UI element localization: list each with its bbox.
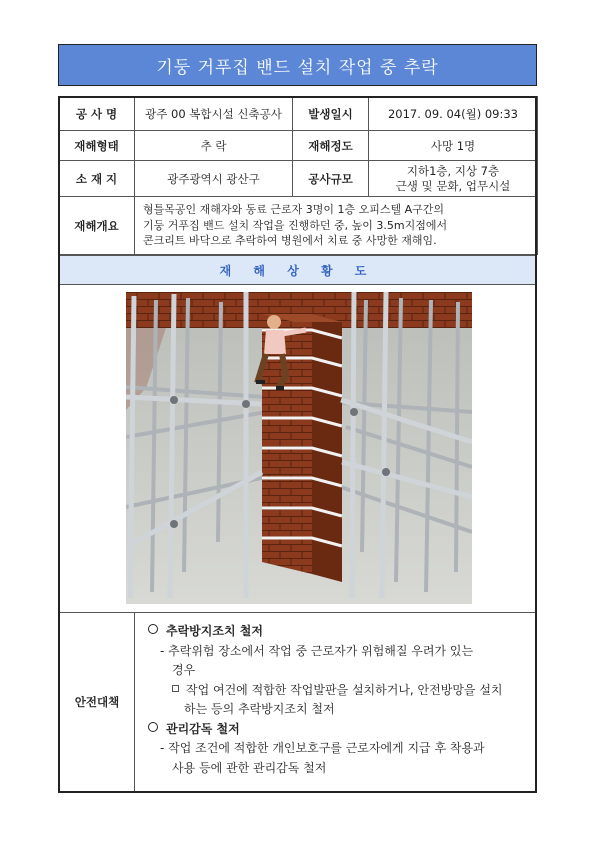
scale-label: 공사규모: [293, 161, 369, 197]
safety-item-2-line-b: 사용 등에 관한 관리감독 철저: [172, 760, 327, 775]
scale-line-1: 지하1층, 지상 7층: [406, 163, 500, 178]
safety-item-1-line-a: - 추락위험 장소에서 작업 중 근로자가 위험해질 우려가 있는: [160, 643, 474, 658]
safety-heading-1-text: 추락방지조치 철저: [166, 624, 263, 638]
date-label: 발생일시: [293, 97, 369, 131]
summary-line-3: 콘크리트 바닥으로 추락하여 병원에서 치료 중 사망한 재해임.: [143, 234, 437, 248]
safety-item-1-line-b: 경우: [172, 663, 196, 677]
scale-line-2: 근생 및 문화, 업무시설: [395, 178, 511, 193]
summary-line-2: 기둥 거푸집 밴드 설치 작업을 진행하던 중, 높이 3.5m지점에서: [143, 218, 448, 232]
document-title: 기둥 거푸집 밴드 설치 작업 중 추락: [58, 44, 537, 86]
summary-line-1: 형틀목공인 재해자와 동료 근로자 3명이 1층 오피스텔 A구간의: [143, 203, 445, 217]
project-label: 공 사 명: [59, 97, 135, 131]
type-label: 재해형태: [59, 131, 135, 161]
type-value: 추 락: [135, 131, 293, 161]
document-frame: [58, 96, 537, 793]
safety-subitem-1-line-b: 하는 등의 추락방지조치 철저: [184, 702, 335, 716]
safety-item-2-line-a: - 작업 조건에 적합한 개인보호구를 근로자에게 지급 후 착용과: [160, 741, 485, 755]
project-value: 광주 00 복합시설 신축공사: [135, 97, 293, 131]
summary-label: 재해개요: [59, 197, 135, 255]
safety-subitem-1-line-a: 작업 여건에 적합한 작업발판을 설치하거나, 안전방망을 설치: [186, 682, 503, 697]
location-value: 광주광역시 광산구: [135, 161, 293, 197]
date-value: 2017. 09. 04(월) 09:33: [369, 97, 538, 131]
safety-measures-label: 안전대책: [74, 695, 120, 709]
location-label: 소 재 지: [59, 161, 135, 197]
safety-heading-2-text: 관리감독 철저: [166, 721, 240, 736]
situation-diagram-header: 재 해 상 황 도: [59, 255, 536, 285]
severity-value: 사망 1명: [369, 131, 538, 161]
severity-label: 재해정도: [293, 131, 369, 161]
